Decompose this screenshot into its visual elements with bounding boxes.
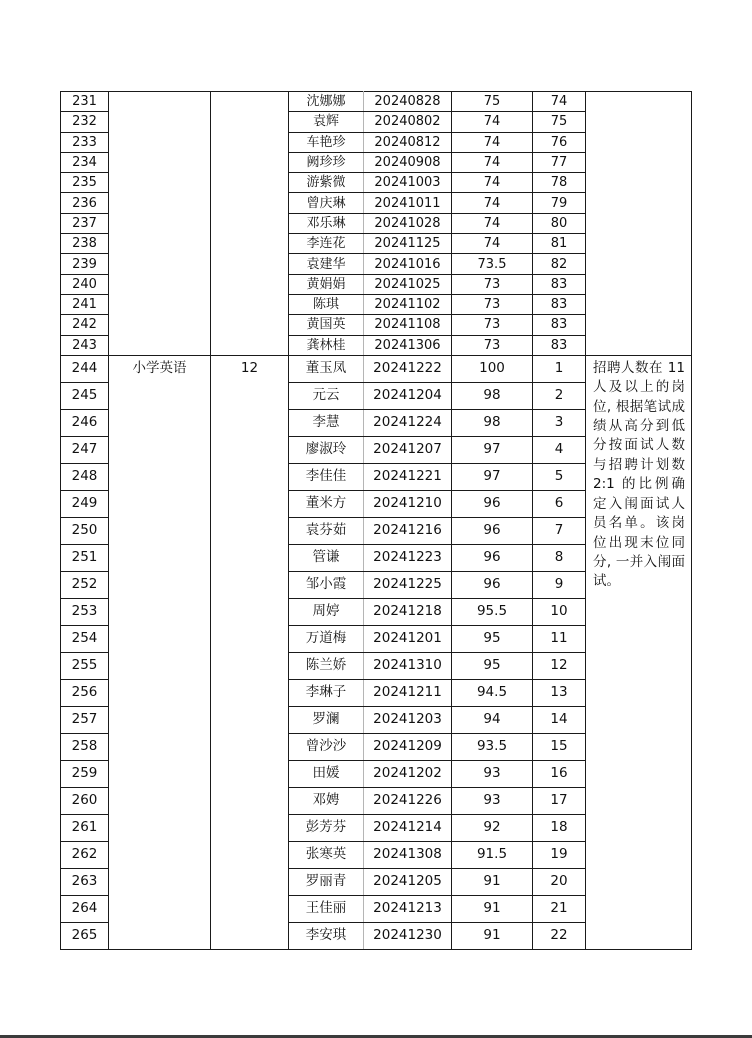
exam-ticket-number: 20241230 — [364, 922, 452, 949]
candidate-name: 曾庆琳 — [289, 193, 364, 213]
written-score: 73.5 — [452, 254, 533, 274]
candidate-name: 罗澜 — [289, 706, 364, 733]
written-score: 74 — [452, 234, 533, 254]
rank: 81 — [533, 234, 586, 254]
row-number: 241 — [61, 294, 109, 314]
candidate-name: 邓乐琳 — [289, 213, 364, 233]
row-number: 261 — [61, 814, 109, 841]
written-score: 94 — [452, 706, 533, 733]
candidate-name: 李佳佳 — [289, 463, 364, 490]
candidate-name: 黄国英 — [289, 315, 364, 335]
rank: 77 — [533, 152, 586, 172]
exam-ticket-number: 20240812 — [364, 132, 452, 152]
row-number: 263 — [61, 868, 109, 895]
candidate-name: 龚林桂 — [289, 335, 364, 355]
exam-ticket-number: 20241204 — [364, 382, 452, 409]
exam-ticket-number: 20241028 — [364, 213, 452, 233]
written-score: 91 — [452, 868, 533, 895]
candidate-name: 董玉凤 — [289, 355, 364, 382]
written-score: 93 — [452, 787, 533, 814]
written-score: 96 — [452, 571, 533, 598]
row-number: 252 — [61, 571, 109, 598]
candidate-name: 袁辉 — [289, 112, 364, 132]
rank: 17 — [533, 787, 586, 814]
written-score: 98 — [452, 409, 533, 436]
written-score: 94.5 — [452, 679, 533, 706]
row-number: 251 — [61, 544, 109, 571]
written-score: 74 — [452, 213, 533, 233]
candidate-name: 陈琪 — [289, 294, 364, 314]
rank: 22 — [533, 922, 586, 949]
written-score: 93 — [452, 760, 533, 787]
row-number: 249 — [61, 490, 109, 517]
exam-ticket-number: 20241221 — [364, 463, 452, 490]
rank: 7 — [533, 517, 586, 544]
position-cell — [109, 92, 211, 356]
exam-ticket-number: 20241205 — [364, 868, 452, 895]
candidate-name: 袁建华 — [289, 254, 364, 274]
row-number: 262 — [61, 841, 109, 868]
written-score: 92 — [452, 814, 533, 841]
results-table — [60, 91, 692, 950]
candidate-name: 李安琪 — [289, 922, 364, 949]
table-row — [61, 92, 692, 112]
exam-ticket-number: 20241203 — [364, 706, 452, 733]
exam-ticket-number: 20241209 — [364, 733, 452, 760]
row-number: 259 — [61, 760, 109, 787]
rank: 11 — [533, 625, 586, 652]
candidate-name: 元云 — [289, 382, 364, 409]
exam-ticket-number: 20241025 — [364, 274, 452, 294]
exam-ticket-number: 20241224 — [364, 409, 452, 436]
candidate-name: 黄娟娟 — [289, 274, 364, 294]
candidate-name: 廖淑玲 — [289, 436, 364, 463]
candidate-name: 邹小霞 — [289, 571, 364, 598]
rank: 18 — [533, 814, 586, 841]
rank: 15 — [533, 733, 586, 760]
candidate-name: 张寒英 — [289, 841, 364, 868]
row-number: 256 — [61, 679, 109, 706]
written-score: 74 — [452, 112, 533, 132]
written-score: 73 — [452, 315, 533, 335]
row-number: 243 — [61, 335, 109, 355]
row-number: 247 — [61, 436, 109, 463]
exam-ticket-number: 20241223 — [364, 544, 452, 571]
exam-ticket-number: 20241308 — [364, 841, 452, 868]
exam-ticket-number: 20241306 — [364, 335, 452, 355]
exam-ticket-number: 20241201 — [364, 625, 452, 652]
exam-ticket-number: 20241125 — [364, 234, 452, 254]
remarks-cell — [586, 92, 692, 356]
row-number: 231 — [61, 92, 109, 112]
candidate-name: 管谦 — [289, 544, 364, 571]
row-number: 246 — [61, 409, 109, 436]
row-number: 234 — [61, 152, 109, 172]
candidate-name: 周婷 — [289, 598, 364, 625]
row-number: 240 — [61, 274, 109, 294]
row-number: 244 — [61, 355, 109, 382]
row-number: 236 — [61, 193, 109, 213]
row-number: 250 — [61, 517, 109, 544]
rank: 83 — [533, 274, 586, 294]
rank: 74 — [533, 92, 586, 112]
rank: 82 — [533, 254, 586, 274]
row-number: 260 — [61, 787, 109, 814]
exam-ticket-number: 20241216 — [364, 517, 452, 544]
written-score: 91 — [452, 922, 533, 949]
candidate-name: 阙珍珍 — [289, 152, 364, 172]
row-number: 255 — [61, 652, 109, 679]
exam-ticket-number: 20241214 — [364, 814, 452, 841]
candidate-name: 邓娉 — [289, 787, 364, 814]
rank: 20 — [533, 868, 586, 895]
written-score: 91.5 — [452, 841, 533, 868]
written-score: 73 — [452, 274, 533, 294]
written-score: 95.5 — [452, 598, 533, 625]
written-score: 93.5 — [452, 733, 533, 760]
row-number: 235 — [61, 173, 109, 193]
exam-ticket-number: 20241102 — [364, 294, 452, 314]
row-number: 253 — [61, 598, 109, 625]
rank: 6 — [533, 490, 586, 517]
exam-ticket-number: 20241202 — [364, 760, 452, 787]
results-table-body — [61, 92, 692, 950]
rank: 76 — [533, 132, 586, 152]
written-score: 96 — [452, 517, 533, 544]
exam-ticket-number: 20240828 — [364, 92, 452, 112]
remarks-cell: 招聘人数在 11 人及以上的岗位, 根据笔试成绩从高分到低分按面试人数与招聘计划数 2:1 的比例确定入闱面试人员名单。该岗位出现末位同分, 一并入闱面试。 — [586, 355, 692, 949]
candidate-name: 车艳珍 — [289, 132, 364, 152]
exam-ticket-number: 20241213 — [364, 895, 452, 922]
rank: 80 — [533, 213, 586, 233]
written-score: 73 — [452, 335, 533, 355]
quota-cell — [211, 92, 289, 356]
candidate-name: 陈兰娇 — [289, 652, 364, 679]
written-score: 96 — [452, 490, 533, 517]
row-number: 258 — [61, 733, 109, 760]
written-score: 74 — [452, 173, 533, 193]
exam-ticket-number: 20241108 — [364, 315, 452, 335]
row-number: 237 — [61, 213, 109, 233]
exam-ticket-number: 20240908 — [364, 152, 452, 172]
candidate-name: 沈娜娜 — [289, 92, 364, 112]
candidate-name: 董米方 — [289, 490, 364, 517]
exam-ticket-number: 20241222 — [364, 355, 452, 382]
written-score: 95 — [452, 652, 533, 679]
candidate-name: 李连花 — [289, 234, 364, 254]
written-score: 74 — [452, 193, 533, 213]
written-score: 74 — [452, 132, 533, 152]
written-score: 100 — [452, 355, 533, 382]
candidate-name: 彭芳芬 — [289, 814, 364, 841]
exam-ticket-number: 20241225 — [364, 571, 452, 598]
exam-ticket-number: 20241011 — [364, 193, 452, 213]
written-score: 75 — [452, 92, 533, 112]
rank: 1 — [533, 355, 586, 382]
rank: 83 — [533, 294, 586, 314]
rank: 12 — [533, 652, 586, 679]
written-score: 98 — [452, 382, 533, 409]
rank: 83 — [533, 315, 586, 335]
candidate-name: 罗丽青 — [289, 868, 364, 895]
written-score: 73 — [452, 294, 533, 314]
exam-ticket-number: 20241218 — [364, 598, 452, 625]
exam-ticket-number: 20241226 — [364, 787, 452, 814]
row-number: 238 — [61, 234, 109, 254]
rank: 13 — [533, 679, 586, 706]
rank: 14 — [533, 706, 586, 733]
rank: 3 — [533, 409, 586, 436]
rank: 8 — [533, 544, 586, 571]
rank: 16 — [533, 760, 586, 787]
candidate-name: 袁芬茹 — [289, 517, 364, 544]
candidate-name: 王佳丽 — [289, 895, 364, 922]
row-number: 265 — [61, 922, 109, 949]
rank: 9 — [533, 571, 586, 598]
quota-cell: 12 — [211, 355, 289, 949]
written-score: 96 — [452, 544, 533, 571]
position-cell: 小学英语 — [109, 355, 211, 949]
exam-ticket-number: 20241207 — [364, 436, 452, 463]
rank: 21 — [533, 895, 586, 922]
row-number: 254 — [61, 625, 109, 652]
exam-ticket-number: 20241210 — [364, 490, 452, 517]
rank: 4 — [533, 436, 586, 463]
row-number: 245 — [61, 382, 109, 409]
rank: 10 — [533, 598, 586, 625]
exam-ticket-number: 20241003 — [364, 173, 452, 193]
written-score: 74 — [452, 152, 533, 172]
row-number: 248 — [61, 463, 109, 490]
candidate-name: 曾沙沙 — [289, 733, 364, 760]
rank: 2 — [533, 382, 586, 409]
row-number: 233 — [61, 132, 109, 152]
rank: 5 — [533, 463, 586, 490]
row-number: 242 — [61, 315, 109, 335]
exam-ticket-number: 20241310 — [364, 652, 452, 679]
exam-ticket-number: 20240802 — [364, 112, 452, 132]
candidate-name: 游紫微 — [289, 173, 364, 193]
rank: 19 — [533, 841, 586, 868]
row-number: 239 — [61, 254, 109, 274]
row-number: 264 — [61, 895, 109, 922]
candidate-name: 李慧 — [289, 409, 364, 436]
row-number: 232 — [61, 112, 109, 132]
exam-ticket-number: 20241211 — [364, 679, 452, 706]
exam-ticket-number: 20241016 — [364, 254, 452, 274]
candidate-name: 田媛 — [289, 760, 364, 787]
rank: 78 — [533, 173, 586, 193]
candidate-name: 李琳子 — [289, 679, 364, 706]
written-score: 91 — [452, 895, 533, 922]
table-row — [61, 355, 692, 382]
written-score: 97 — [452, 463, 533, 490]
row-number: 257 — [61, 706, 109, 733]
written-score: 97 — [452, 436, 533, 463]
written-score: 95 — [452, 625, 533, 652]
rank: 83 — [533, 335, 586, 355]
rank: 75 — [533, 112, 586, 132]
rank: 79 — [533, 193, 586, 213]
candidate-name: 万道梅 — [289, 625, 364, 652]
